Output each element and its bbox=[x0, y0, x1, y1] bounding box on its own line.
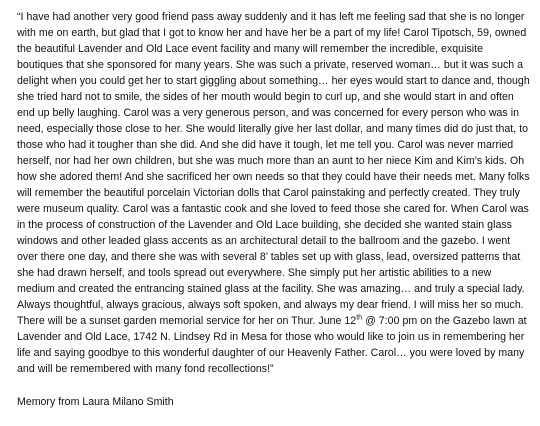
quote-text-part-2: @ 7:00 pm on the Gazebo lawn at Lavender and Old Lace, 1742 N. Lindsey Rd in Mesa for those who would like to join us in remembering her life and saying goodbye to this wonderful daughter of our Heavenly Father. Carol… you were loved by many and will be remembered with many fond recollections!” bbox=[17, 315, 527, 375]
date-ordinal-suffix: th bbox=[356, 314, 363, 322]
quote-text-part-1: “I have had another very good friend pass away suddenly and it has left me feeling sad that she is no longer with me on earth, but glad that I got to know her and have her be a part of my life! Carol Tipotsch, 59, owned the beautiful Lavender and Old Lace event facility and many will remember the incredible, exquisite boutiques that she sponsored for many years. She was such a private, reserved woman… but it was such a delight when you could get her to start giggling about something… her eyes would start to dance and, though she tried hard not to smile, the sides of her mouth would begin to curl up, and she would start in and often end up belly laughing. Carol was a very generous person, and was concerned for every person who was in need, especially those close to her. She would literally give her last dollar, and many times did do just that, to those who had it tougher than she did. And she did have it tough, let me tell you. Carol was never married herself, nor had her own children, but she was much more than an aunt to her niece Kim and Kim’s kids. Oh how she adored them! And she sacrificed her own needs so that they could have their needs met. Many folks will remember the beautiful porcelain Victorian dolls that Carol painstaking and perfectly created. They truly were museum quality. Carol was a fantastic cook and she loved to feed those she cared for. When Carol was in the process of construction of the Lavender and Old Lace building, she decided she wanted stain glass windows and other leaded glass accents as an architectural detail to the ballroom and the gazebo. I went over there one day, and there she was with several 8’ tables set up with glass, lead, oversized patterns that she had drawn herself, and tools spread out everywhere. She simply put her artistic abilities to a new medium and created the entrancing stained glass at the facility. She was amazing… and truly a special lady. Always thoughtful, always gracious, always soft spoken, and always my dear friend. I will miss her so much. There will be a sunset garden memorial service for her on Thur. June 12 bbox=[17, 11, 530, 327]
memorial-quote bbox=[17, 9, 532, 377]
memory-attribution: Memory from Laura Milano Smith bbox=[17, 396, 174, 408]
